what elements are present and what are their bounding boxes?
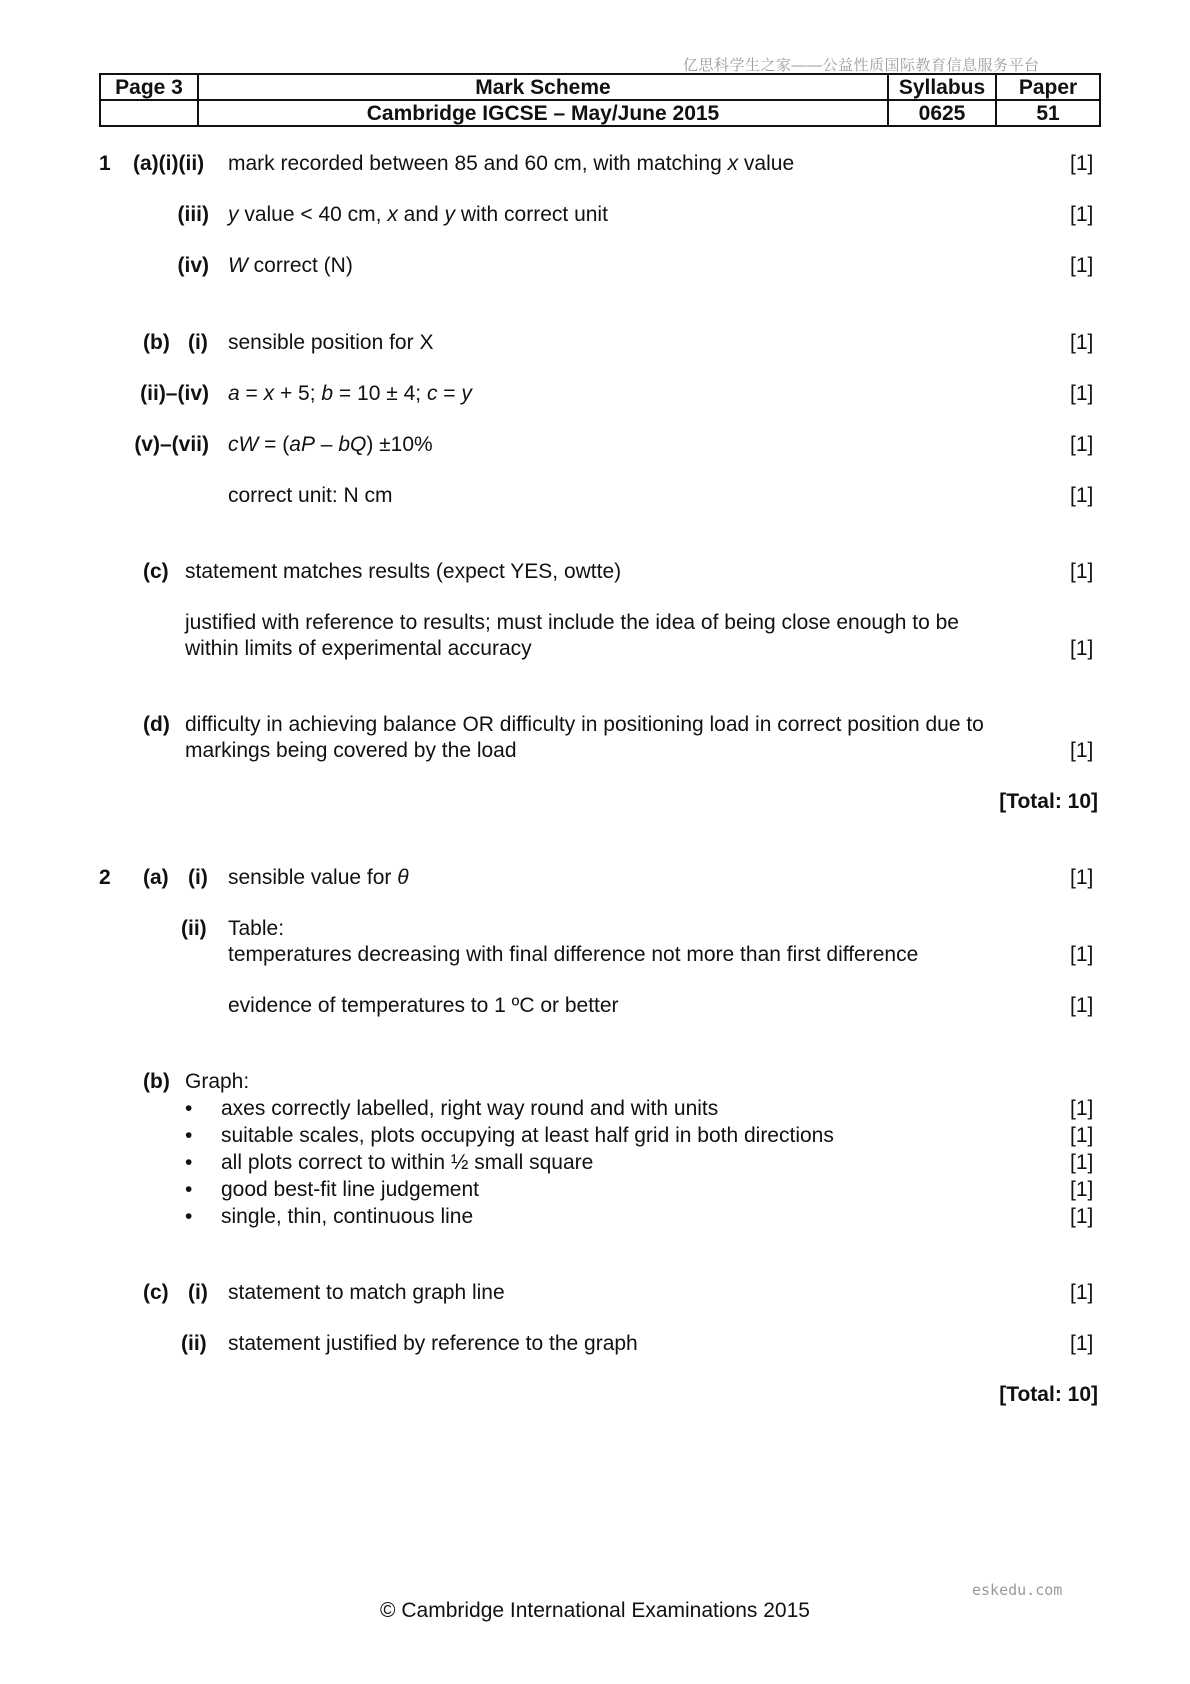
mark-q1-d: [1] xyxy=(1070,739,1094,762)
header-syllabus: 0625 xyxy=(888,100,996,126)
q2-a-i-text: sensible value for θ xyxy=(228,866,409,889)
q1-d-label: (d) xyxy=(143,713,170,736)
q2-total: [Total: 10] xyxy=(999,1383,1098,1406)
q2-c-i-label: (i) xyxy=(188,1281,208,1304)
watermark-bottom: eskedu.com xyxy=(972,1581,1063,1599)
q2-b-bullet: all plots correct to within ½ small square xyxy=(221,1151,594,1174)
mark-q2-c-ii: [1] xyxy=(1070,1332,1094,1355)
q1-b-label: (b) xyxy=(143,331,170,354)
q2-b-bullet: single, thin, continuous line xyxy=(221,1205,474,1228)
q2-b-label: (b) xyxy=(143,1070,170,1093)
q2-number: 2 xyxy=(99,866,111,889)
mark-q1-b-i: [1] xyxy=(1070,331,1094,354)
bullet-icon: • xyxy=(185,1124,193,1147)
q1-number: 1 xyxy=(99,152,111,175)
bullet-icon: • xyxy=(185,1178,193,1201)
q1-b-v-label: (v)–(vii) xyxy=(134,433,209,456)
q2-b-bullet: good best-fit line judgement xyxy=(221,1178,479,1201)
q1-a-iv-label: (iv) xyxy=(177,254,209,277)
bullet-icon: • xyxy=(185,1151,193,1174)
bullet-icon: • xyxy=(185,1205,193,1228)
watermark-top: 亿思科学生之家——公益性质国际教育信息服务平台 xyxy=(683,57,1040,74)
mark-q1-b-unit: [1] xyxy=(1070,484,1094,507)
q1-total: [Total: 10] xyxy=(999,790,1098,813)
q1-d-line1: difficulty in achieving balance OR difficulty in positioning load in correct position due to xyxy=(185,713,984,736)
q2-a-ii-text2: evidence of temperatures to 1 ºC or better xyxy=(228,994,619,1017)
q2-a-i-label: (i) xyxy=(188,866,208,889)
header-syllabus-label: Syllabus xyxy=(888,74,996,100)
mark-q2-b-2: [1] xyxy=(1070,1124,1094,1147)
mark-q1-b-ii: [1] xyxy=(1070,382,1094,405)
mark-q2-a-ii-2: [1] xyxy=(1070,994,1094,1017)
mark-q2-a-i: [1] xyxy=(1070,866,1094,889)
q1-a-iii-text: y value < 40 cm, x and y with correct unit xyxy=(228,203,608,226)
q1-b-ii-label: (ii)–(iv) xyxy=(140,382,209,405)
bullet-icon: • xyxy=(185,1097,193,1120)
q1-b-v-text: cW = (aP – bQ) ±10% xyxy=(228,433,433,456)
q2-a-ii-text1: temperatures decreasing with final difference not more than first difference xyxy=(228,943,919,966)
q1-c-statement: statement matches results (expect YES, owtte) xyxy=(185,560,622,583)
header-exam: Cambridge IGCSE – May/June 2015 xyxy=(198,100,888,126)
footer-copyright: © Cambridge International Examinations 2015 xyxy=(380,1599,810,1622)
q2-b-bullet: suitable scales, plots occupying at least half grid in both directions xyxy=(221,1124,834,1147)
q2-a-ii-label: (ii) xyxy=(181,917,207,940)
q1-a-i-text: mark recorded between 85 and 60 cm, with matching x value xyxy=(228,152,795,175)
mark-q2-a-ii-1: [1] xyxy=(1070,943,1094,966)
header-paper: 51 xyxy=(996,100,1100,126)
mark-q2-b-4: [1] xyxy=(1070,1178,1094,1201)
q2-a-label: (a) xyxy=(143,866,169,889)
mark-q1-a-iii: [1] xyxy=(1070,203,1094,226)
mark-q2-b-1: [1] xyxy=(1070,1097,1094,1120)
header-paper-label: Paper xyxy=(996,74,1100,100)
q1-a-label: (a)(i)(ii) xyxy=(133,152,205,175)
header-table xyxy=(99,73,1101,127)
q1-c-label: (c) xyxy=(143,560,169,583)
q1-c-justify-line1: justified with reference to results; must include the idea of being close enough to be xyxy=(185,611,959,634)
q2-c-ii-text: statement justified by reference to the graph xyxy=(228,1332,638,1355)
header-page: Page 3 xyxy=(100,74,198,100)
mark-q2-b-5: [1] xyxy=(1070,1205,1094,1228)
mark-q1-b-v: [1] xyxy=(1070,433,1094,456)
q1-b-unit-text: correct unit: N cm xyxy=(228,484,393,507)
q2-b-bullet: axes correctly labelled, right way round and with units xyxy=(221,1097,719,1120)
q1-a-iii-label: (iii) xyxy=(177,203,209,226)
q1-b-i-text: sensible position for X xyxy=(228,331,434,354)
header-empty-cell xyxy=(100,100,198,126)
q1-b-i-label: (i) xyxy=(188,331,208,354)
mark-q1-a-iv: [1] xyxy=(1070,254,1094,277)
mark-q2-b-3: [1] xyxy=(1070,1151,1094,1174)
q2-c-ii-label: (ii) xyxy=(181,1332,207,1355)
q2-c-label: (c) xyxy=(143,1281,169,1304)
q2-b-title: Graph: xyxy=(185,1070,250,1093)
q2-a-ii-title: Table: xyxy=(228,917,285,940)
mark-q2-c-i: [1] xyxy=(1070,1281,1094,1304)
header-title: Mark Scheme xyxy=(198,74,888,100)
q1-b-ii-text: a = x + 5; b = 10 ± 4; c = y xyxy=(228,382,472,405)
mark-q1-a-i: [1] xyxy=(1070,152,1094,175)
q2-c-i-text: statement to match graph line xyxy=(228,1281,505,1304)
mark-q1-c-1: [1] xyxy=(1070,560,1094,583)
mark-q1-c-2: [1] xyxy=(1070,637,1094,660)
q1-d-line2: markings being covered by the load xyxy=(185,739,517,762)
q1-c-justify-line2: within limits of experimental accuracy xyxy=(185,637,532,660)
q1-a-iv-text: W correct (N) xyxy=(228,254,353,277)
